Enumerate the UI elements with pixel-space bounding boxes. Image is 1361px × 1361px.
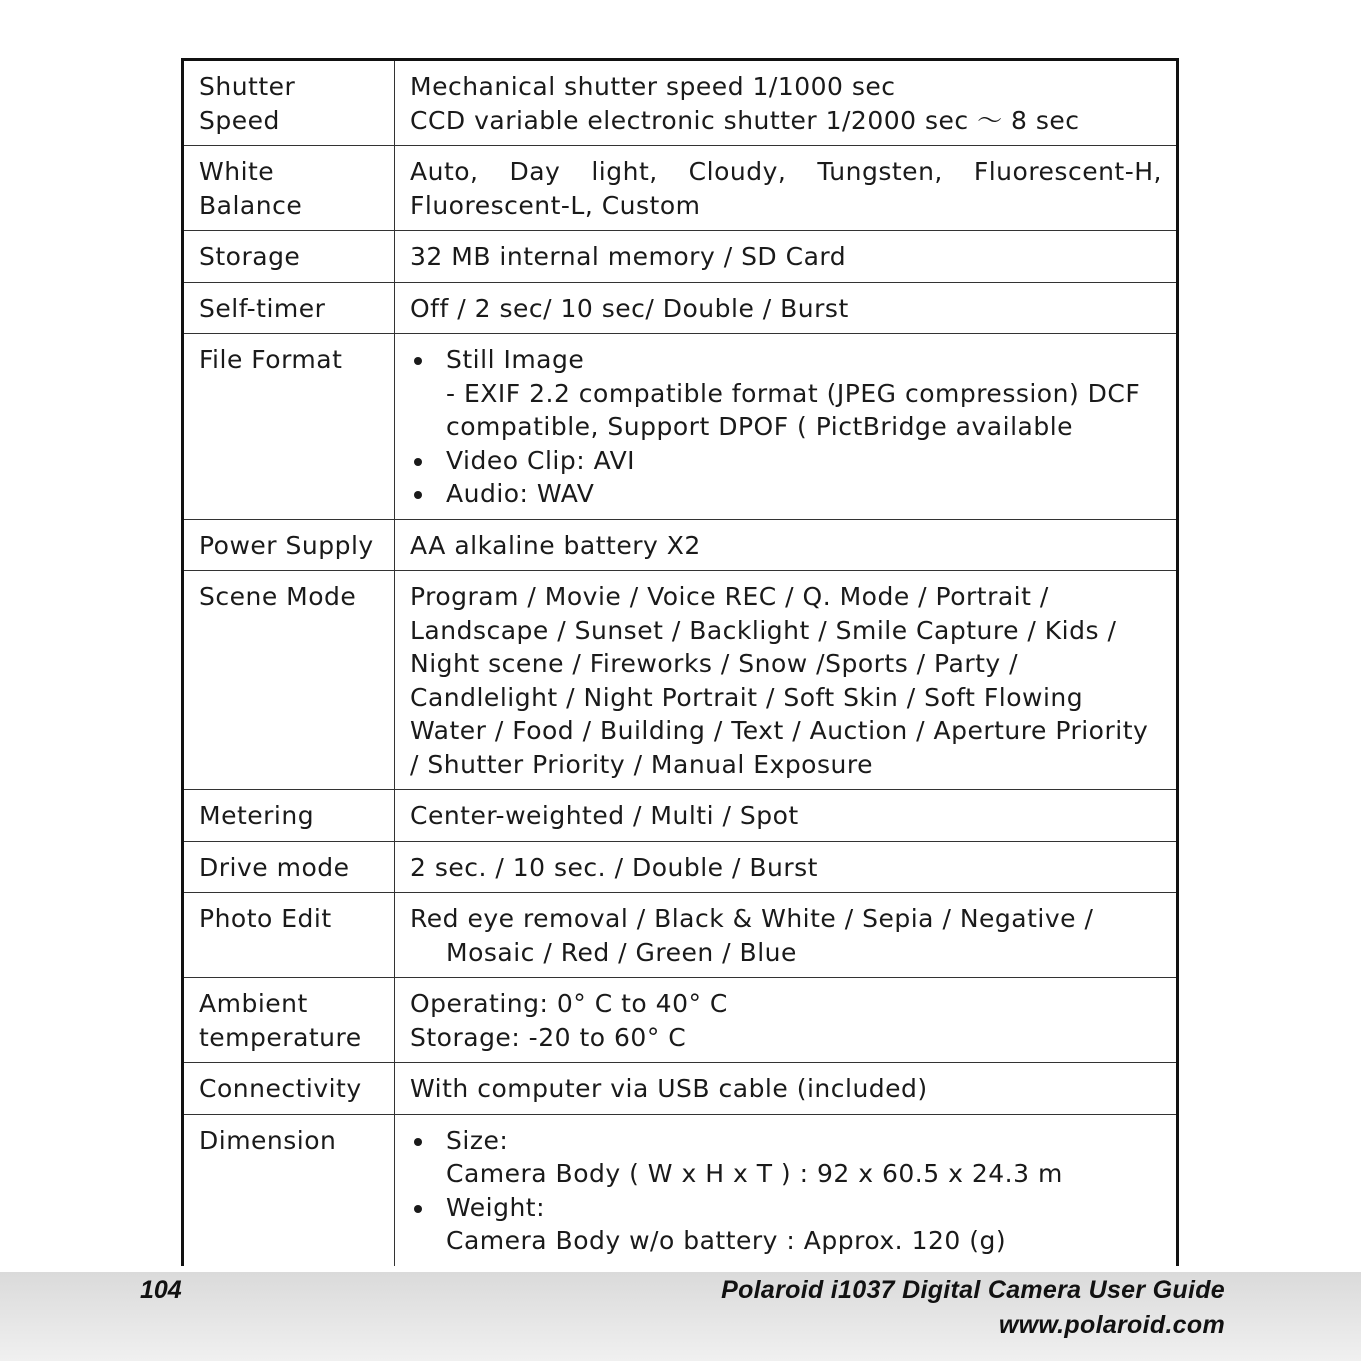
- bullet-text: Still Image: [446, 345, 585, 374]
- list-item: [410, 343, 1162, 444]
- spec-row-drive-mode: [183, 841, 1178, 893]
- specifications-table: [181, 58, 1179, 1266]
- spec-value: With computer via USB cable (included): [395, 1063, 1178, 1115]
- bullet-list: [410, 343, 1162, 511]
- bullet-list: [410, 1124, 1162, 1258]
- spec-row-metering: [183, 790, 1178, 842]
- spec-label: Scene Mode: [183, 571, 395, 790]
- bullet-subtext: Camera Body w/o battery : Approx. 120 (g): [446, 1226, 1007, 1255]
- spec-value: 32 MB internal memory / SD Card: [395, 231, 1178, 283]
- spec-label: Ambient temperature: [183, 978, 395, 1063]
- spec-row-shutter-speed: [183, 60, 1178, 146]
- list-item: [410, 1191, 1162, 1258]
- spec-value: AA alkaline battery X2: [395, 519, 1178, 571]
- bullet-text: Weight:: [446, 1192, 546, 1222]
- page-number: 104: [140, 1276, 182, 1304]
- spec-value: [395, 893, 1178, 978]
- list-item: [410, 477, 1162, 511]
- website-url: www.polaroid.com: [998, 1311, 1225, 1339]
- spec-line: Operating: 0° C to 40° C: [410, 989, 728, 1018]
- bullet-text: Audio: WAV: [446, 479, 595, 508]
- spec-row-storage: [183, 231, 1178, 283]
- spec-line: CCD variable electronic shutter 1/2000 sec ～ 8 sec: [410, 105, 1080, 135]
- spec-label: White Balance: [183, 146, 395, 231]
- spec-label: Dimension: [183, 1114, 395, 1266]
- spec-value: [395, 60, 1178, 146]
- spec-label: Connectivity: [183, 1063, 395, 1115]
- bullet-subtext: Camera Body ( W x H x T ) : 92 x 60.5 x 24.3 m: [446, 1159, 1063, 1188]
- spec-label: Self-timer: [183, 282, 395, 334]
- spec-value: [395, 334, 1178, 520]
- spec-label: Power Supply: [183, 519, 395, 571]
- spec-value: Center-weighted / Multi / Spot: [395, 790, 1178, 842]
- spec-label: Drive mode: [183, 841, 395, 893]
- spec-row-power-supply: [183, 519, 1178, 571]
- spec-value: 2 sec. / 10 sec. / Double / Burst: [395, 841, 1178, 893]
- spec-value: Off / 2 sec/ 10 sec/ Double / Burst: [395, 282, 1178, 334]
- spec-line: Storage: -20 to 60° C: [410, 1022, 687, 1052]
- spec-row-ambient-temperature: [183, 978, 1178, 1063]
- spec-row-photo-edit: [183, 893, 1178, 978]
- spec-value: [395, 1114, 1178, 1266]
- spec-row-dimension: [183, 1114, 1178, 1266]
- list-item: [410, 1124, 1162, 1191]
- spec-row-file-format: [183, 334, 1178, 520]
- bullet-subtext: - EXIF 2.2 compatible format (JPEG compression) DCF compatible, Support DPOF ( PictBridge available: [446, 378, 1141, 441]
- spec-label: Metering: [183, 790, 395, 842]
- spec-line: Red eye removal / Black & White / Sepia / Negative / Mosaic / Red / Green / Blue: [410, 904, 1094, 967]
- bullet-text: Video Clip: AVI: [446, 445, 636, 475]
- bullet-text: Size:: [446, 1125, 509, 1155]
- spec-value: Auto, Day light, Cloudy, Tungsten, Fluorescent-H, Fluorescent-L, Custom: [395, 146, 1178, 231]
- spec-value: Program / Movie / Voice REC / Q. Mode / Portrait / Landscape / Sunset / Backlight / Smile Capture / Kids / Night scene / Fireworks / Snow /Sports / Party / Candlelight / Night Portrait / Soft Skin / Soft Flowing Water / Food / Building / Text / Auction / Aperture Priority / Shutter Priority / Manual Exposure: [395, 571, 1178, 790]
- spec-value: [395, 978, 1178, 1063]
- spec-row-white-balance: [183, 146, 1178, 231]
- spec-line: Mechanical shutter speed 1/1000 sec: [410, 72, 896, 101]
- list-item: [410, 444, 1162, 478]
- guide-title: Polaroid i1037 Digital Camera User Guide: [721, 1276, 1225, 1304]
- spec-row-scene-mode: [183, 571, 1178, 790]
- spec-row-self-timer: [183, 282, 1178, 334]
- spec-label: Shutter Speed: [183, 60, 395, 146]
- spec-label: File Format: [183, 334, 395, 520]
- spec-row-connectivity: [183, 1063, 1178, 1115]
- spec-label: Storage: [183, 231, 395, 283]
- spec-label: Photo Edit: [183, 893, 395, 978]
